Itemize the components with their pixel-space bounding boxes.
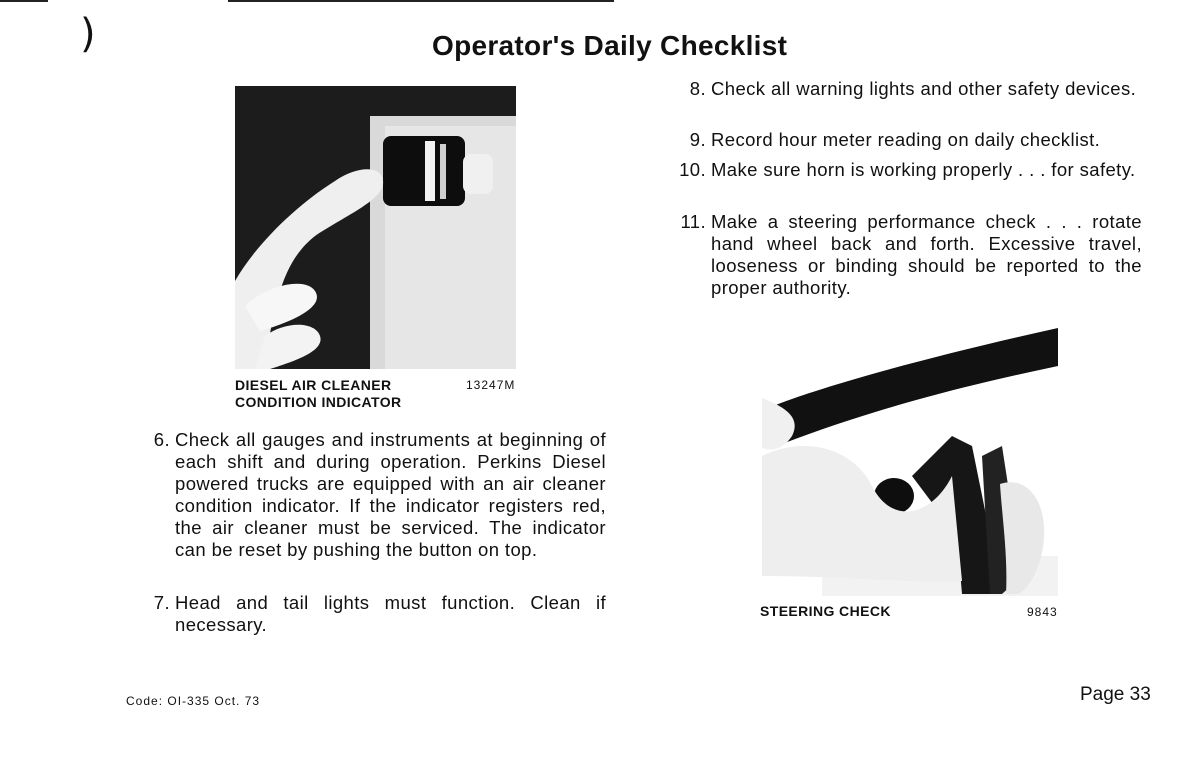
item-text: Make a steering performance check . . . rotate hand wheel back and forth. Excessive travel, looseness or binding should be reported to the proper authority. bbox=[711, 211, 1142, 298]
document-code: Code: OI-335 Oct. 73 bbox=[126, 694, 261, 708]
item-number: 7. bbox=[153, 592, 170, 613]
list-item bbox=[674, 78, 1142, 100]
item-number: 6. bbox=[153, 429, 170, 450]
figure1-caption-line1: DIESEL AIR CLEANER bbox=[235, 377, 392, 393]
item-text: Head and tail lights must function. Clean if necessary. bbox=[175, 592, 606, 635]
figure1-number: 13247M bbox=[466, 378, 516, 392]
top-rule bbox=[228, 0, 614, 2]
top-left-rule bbox=[0, 0, 48, 2]
figure2-caption: STEERING CHECK bbox=[760, 603, 891, 619]
item-text: Make sure horn is working properly . . . for safety. bbox=[711, 159, 1136, 180]
item-text: Check all gauges and instruments at beginning of each shift and during operation. Perkins Diesel powered trucks are equipped with an air cleaner condition indicator. If the indicator registers red, the air cleaner must be serviced. The indicator can be reset by pushing the button on top. bbox=[175, 429, 606, 560]
item-text: Record hour meter reading on daily checklist. bbox=[711, 129, 1101, 150]
list-item bbox=[674, 159, 1142, 181]
item-text: Check all warning lights and other safety devices. bbox=[711, 78, 1137, 99]
air-cleaner-indicator-photo bbox=[235, 86, 516, 369]
steering-check-photo bbox=[762, 326, 1058, 596]
figure2-number: 9843 bbox=[1027, 605, 1058, 619]
item-number: 10. bbox=[679, 159, 706, 180]
item-number: 11. bbox=[680, 211, 706, 232]
page-number: Page 33 bbox=[1080, 684, 1151, 705]
margin-mark: ) bbox=[80, 11, 96, 57]
item-number: 8. bbox=[689, 78, 706, 99]
list-item bbox=[674, 129, 1142, 151]
page-title: Operator's Daily Checklist bbox=[432, 30, 788, 61]
list-item bbox=[674, 211, 1142, 299]
item-number: 9. bbox=[689, 129, 706, 150]
list-item bbox=[138, 429, 606, 561]
figure1-caption-line2: CONDITION INDICATOR bbox=[235, 394, 402, 410]
list-item bbox=[138, 592, 606, 636]
